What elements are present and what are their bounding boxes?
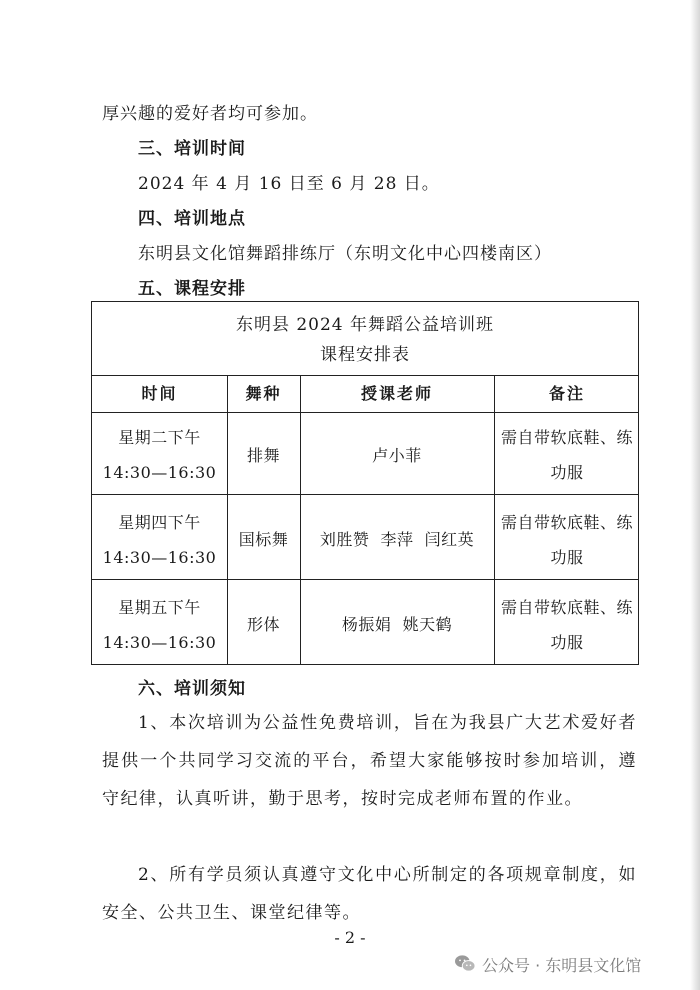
table-rule <box>92 412 638 413</box>
header-teacher: 授课老师 <box>360 384 433 403</box>
row2-note-line1: 需自带软底鞋、练 <box>500 513 633 532</box>
row1-note-line2: 功服 <box>550 463 584 482</box>
row1-time: 14:30—16:30 <box>102 463 217 482</box>
watermark-text: 公众号 · 东明县文化馆 <box>482 955 642 975</box>
section4-heading: 四、培训地点 <box>138 209 246 229</box>
header-note: 备注 <box>548 384 585 403</box>
row2-note-line2: 功服 <box>550 548 584 567</box>
row2-dance: 国标舞 <box>238 530 289 549</box>
schedule-table <box>91 301 639 665</box>
row3-day: 星期五下午 <box>118 598 201 617</box>
header-time: 时间 <box>141 384 178 403</box>
section3-content: 2024 年 4 月 16 日至 6 月 28 日。 <box>138 174 440 194</box>
page-edge-shadow <box>690 0 700 990</box>
row2-day: 星期四下午 <box>118 513 201 532</box>
row1-teachers: 卢小菲 <box>372 446 422 465</box>
row3-teachers: 杨振娟 姚天鹤 <box>341 615 453 634</box>
section6-para2: 2、所有学员须认真遵守文化中心所制定的各项规章制度，如安全、公共卫生、课堂纪律等。 <box>102 865 637 923</box>
section6-para1: 1、本次培训为公益性免费培训，旨在为我县广大艺术爱好者提供一个共同学习交流的平台，希望大家能够按时参加培训，遵守纪律，认真听讲，勤于思考，按时完成老师布置的作业。 <box>102 713 637 809</box>
table-rule <box>92 375 638 376</box>
row3-note-line2: 功服 <box>550 633 584 652</box>
section4-content: 东明县文化馆舞蹈排练厅（东明文化中心四楼南区） <box>138 244 552 264</box>
header-dance: 舞种 <box>245 384 282 403</box>
table-rule <box>92 494 638 495</box>
intro-tail: 厚兴趣的爱好者均可参加。 <box>102 104 318 124</box>
row2-teachers: 刘胜赞 李萍 闫红英 <box>319 530 475 549</box>
row3-time: 14:30—16:30 <box>102 633 217 652</box>
table-rule <box>92 579 638 580</box>
table-title-line1: 东明县 2024 年舞蹈公益培训班 <box>235 315 495 335</box>
row2-time: 14:30—16:30 <box>102 548 217 567</box>
page-number: - 2 - <box>334 928 366 947</box>
table-title-line2: 课程安排表 <box>320 345 410 365</box>
row3-note-line1: 需自带软底鞋、练 <box>500 598 633 617</box>
wechat-icon <box>454 954 476 974</box>
row1-dance: 排舞 <box>246 446 280 465</box>
row1-note-line1: 需自带软底鞋、练 <box>500 428 633 447</box>
row1-day: 星期二下午 <box>118 428 201 447</box>
section6-heading: 六、培训须知 <box>138 679 246 699</box>
section3-heading: 三、培训时间 <box>138 139 246 159</box>
watermark <box>454 949 641 979</box>
section5-heading: 五、课程安排 <box>138 279 246 299</box>
row3-dance: 形体 <box>246 615 280 634</box>
